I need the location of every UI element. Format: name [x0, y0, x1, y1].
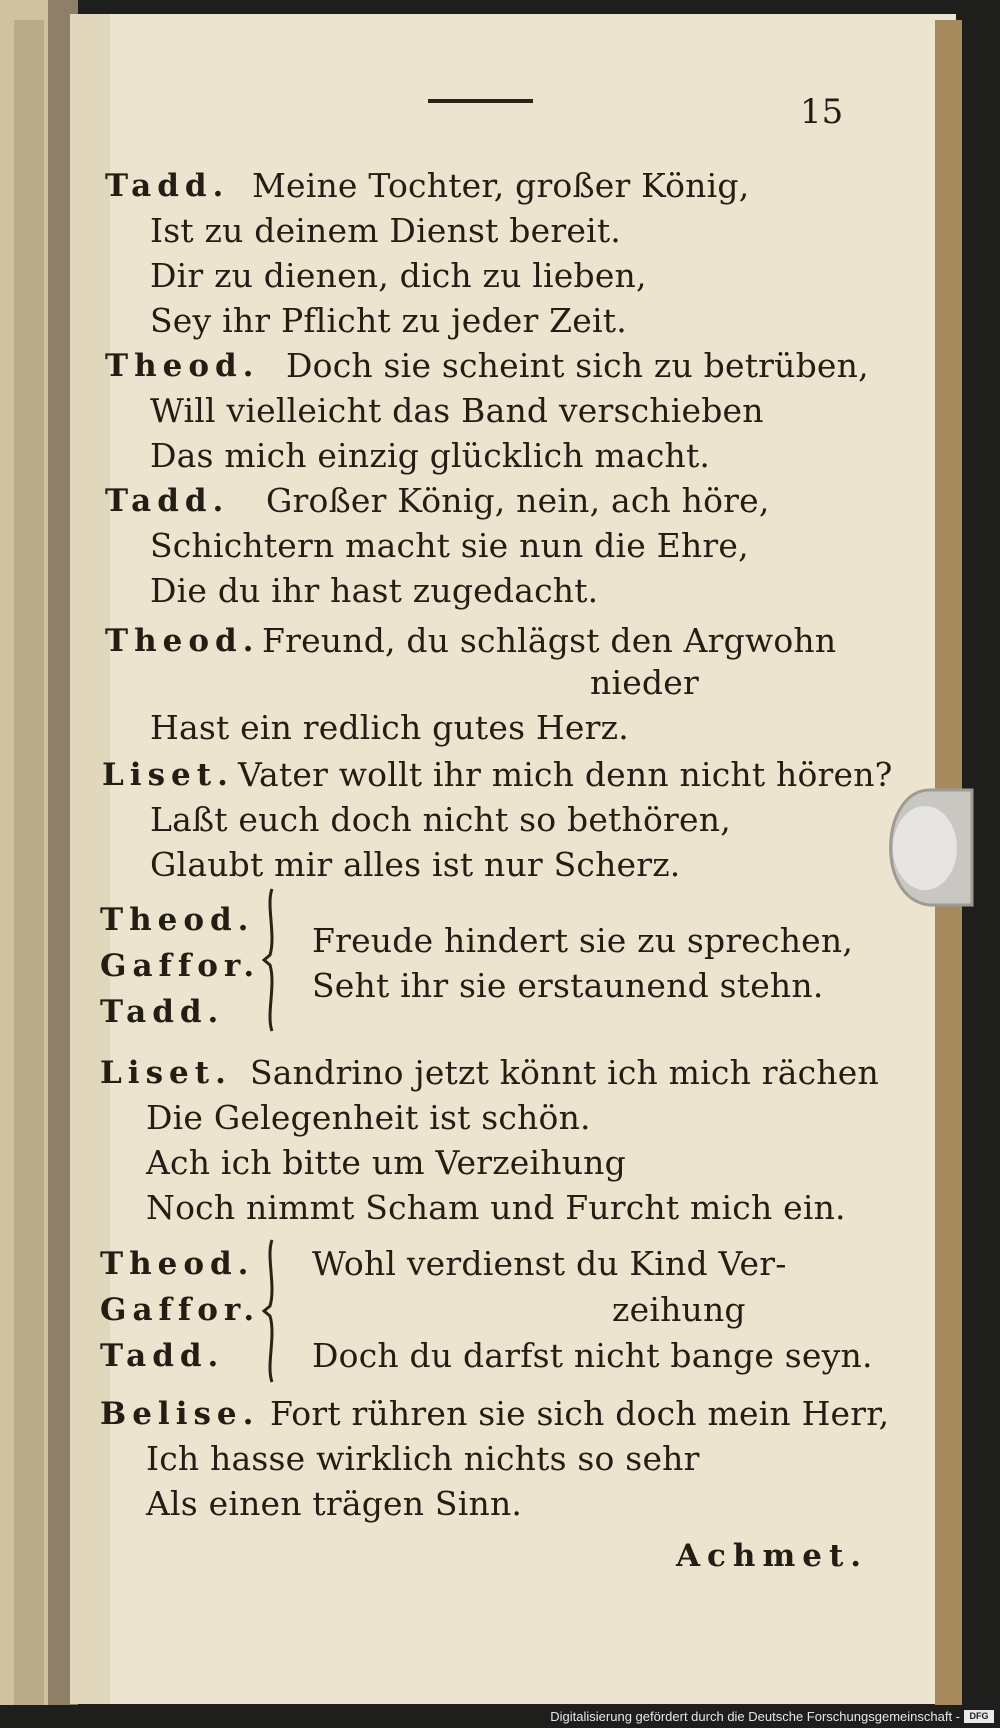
verse-line: Ich hasse wirklich nichts so sehr [146, 1439, 700, 1478]
verse-line: Will vielleicht das Band verschieben [150, 391, 764, 430]
verse-line: Freude hindert sie zu sprechen, [312, 921, 854, 960]
verse-line: Glaubt mir alles ist nur Scherz. [150, 845, 681, 884]
footer-credit: Digitalisierung gefördert durch die Deutsche Forschungsgemeinschaft - [550, 1709, 960, 1724]
verse-line: Doch du darfst nicht bange seyn. [312, 1336, 873, 1375]
verse-line: Die du ihr hast zugedacht. [150, 571, 599, 610]
verse-line: Seht ihr sie erstaunend stehn. [312, 966, 824, 1005]
verse-line: Ach ich bitte um Verzeihung [146, 1143, 626, 1182]
speaker-label: Gaffor. [100, 1292, 261, 1328]
verse-line: Dir zu dienen, dich zu lieben, [150, 256, 647, 295]
header-rule [428, 99, 533, 103]
verse-line: Freund, du schlägst den Argwohn [262, 621, 837, 660]
verse-line: Großer König, nein, ach höre, [266, 481, 770, 520]
digitization-footer [0, 1705, 1000, 1728]
verse-line: Wohl verdienst du Kind Ver- [312, 1244, 787, 1283]
verse-line: Das mich einzig glücklich macht. [150, 436, 711, 475]
verse-line: Als einen trägen Sinn. [146, 1484, 523, 1523]
verse-line: Meine Tochter, großer König, [252, 166, 750, 205]
verse-line: nieder [590, 663, 699, 702]
catchword: Achmet. [676, 1538, 869, 1574]
speaker-label: Tadd. [105, 483, 230, 519]
verse-line: Vater wollt ihr mich denn nicht hören? [238, 755, 893, 794]
speaker-label: Theod. [100, 902, 255, 938]
speaker-label: Tadd. [100, 994, 225, 1030]
verse-line: Sey ihr Pflicht zu jeder Zeit. [150, 301, 627, 340]
verse-line: Hast ein redlich gutes Herz. [150, 708, 629, 747]
brace-icon [262, 1236, 282, 1386]
speaker-label: Liset. [100, 1055, 232, 1091]
verse-line: Schichtern macht sie nun die Ehre, [150, 526, 749, 565]
verse-line: Doch sie scheint sich zu betrüben, [286, 346, 869, 385]
speaker-label: Liset. [102, 757, 234, 793]
speaker-label: Belise. [100, 1396, 260, 1432]
verse-line: Fort rühren sie sich doch mein Herr, [270, 1394, 890, 1433]
verse-line: Ist zu deinem Dienst bereit. [150, 211, 621, 250]
speaker-label: Tadd. [100, 1338, 225, 1374]
page-number: 15 [800, 92, 844, 132]
verse-line: Noch nimmt Scham und Furcht mich ein. [146, 1188, 846, 1227]
dfg-logo-icon: DFG [964, 1710, 994, 1723]
speaker-label: Theod. [105, 348, 260, 384]
speaker-label: Gaffor. [100, 948, 261, 984]
speaker-label: Theod. [100, 1246, 255, 1282]
verse-line: Die Gelegenheit ist schön. [146, 1098, 591, 1137]
speaker-label: Theod. [105, 623, 260, 659]
verse-line: zeihung [612, 1290, 746, 1329]
verse-line: Sandrino jetzt könnt ich mich rächen [250, 1053, 879, 1092]
brace-icon [262, 885, 282, 1035]
speaker-label: Tadd. [105, 168, 230, 204]
verse-line: Laßt euch doch nicht so bethören, [150, 800, 731, 839]
